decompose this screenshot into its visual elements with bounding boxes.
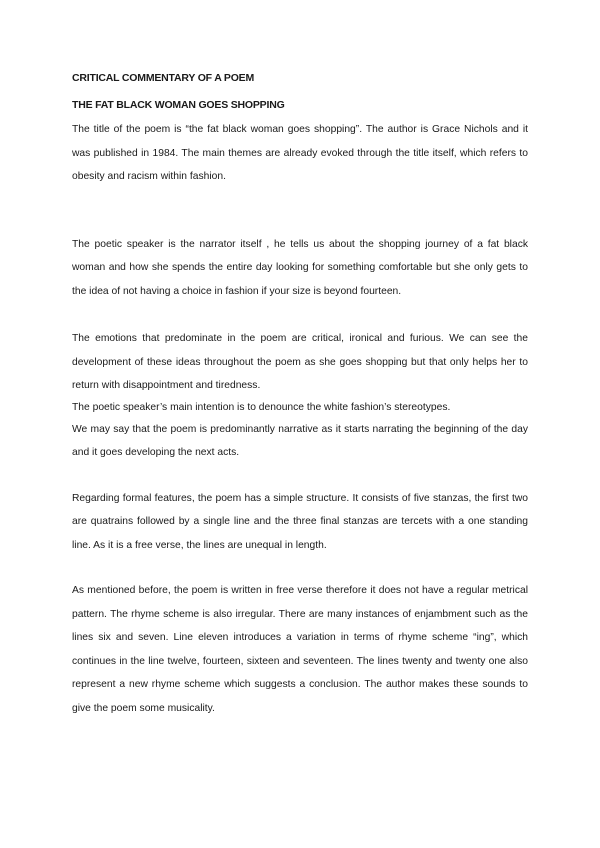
paragraph-narrative: We may say that the poem is predominantly narrative as it starts narrating the beginning of the day and it goes developing the next acts. (72, 423, 528, 458)
document-body (72, 71, 528, 720)
paragraph-metre-rhyme: As mentioned before, the poem is written in free verse therefore it does not have a regular metrical pattern. The rhyme scheme is also irregular. There are many instances of enjambment such as the lines six and seven. Line eleven introduces a variation in terms of rhyme scheme “ing”, which continues in the line twelve, fourteen, sixteen and seventeen. The lines twenty and twenty one also represent a new rhyme scheme which suggests a conclusion. The author makes these sounds to give the poem some musicality. (72, 585, 528, 714)
paragraph-emotions: The emotions that predominate in the poem are critical, ironical and furious. We can see the development of these ideas throughout the poem as she goes shopping but that only helps her to return with disappointment and tiredness. (72, 333, 528, 391)
paragraph-intention: The poetic speaker’s main intention is to denounce the white fashion’s stereotypes. (72, 401, 451, 413)
poem-title: THE FAT BLACK WOMAN GOES SHOPPING (72, 99, 285, 111)
document-title: CRITICAL COMMENTARY OF A POEM (72, 72, 255, 84)
paragraph-introduction: The title of the poem is “the fat black woman goes shopping”. The author is Grace Nichols and it was published in 1984. The main themes are already evoked through the title itself, which refers to obesity and racism within fashion. (72, 124, 528, 182)
paragraph-formal-features: Regarding formal features, the poem has a simple structure. It consists of five stanzas, the first two are quatrains followed by a single line and the three final stanzas are tercets with a one standing line. As it is a free verse, the lines are unequal in length. (72, 492, 528, 551)
paragraph-speaker: The poetic speaker is the narrator itself , he tells us about the shopping journey of a fat black woman and how she spends the entire day looking for something comfortable but she only gets to the idea of not having a choice in fashion if your size is beyond fourteen. (72, 238, 528, 297)
